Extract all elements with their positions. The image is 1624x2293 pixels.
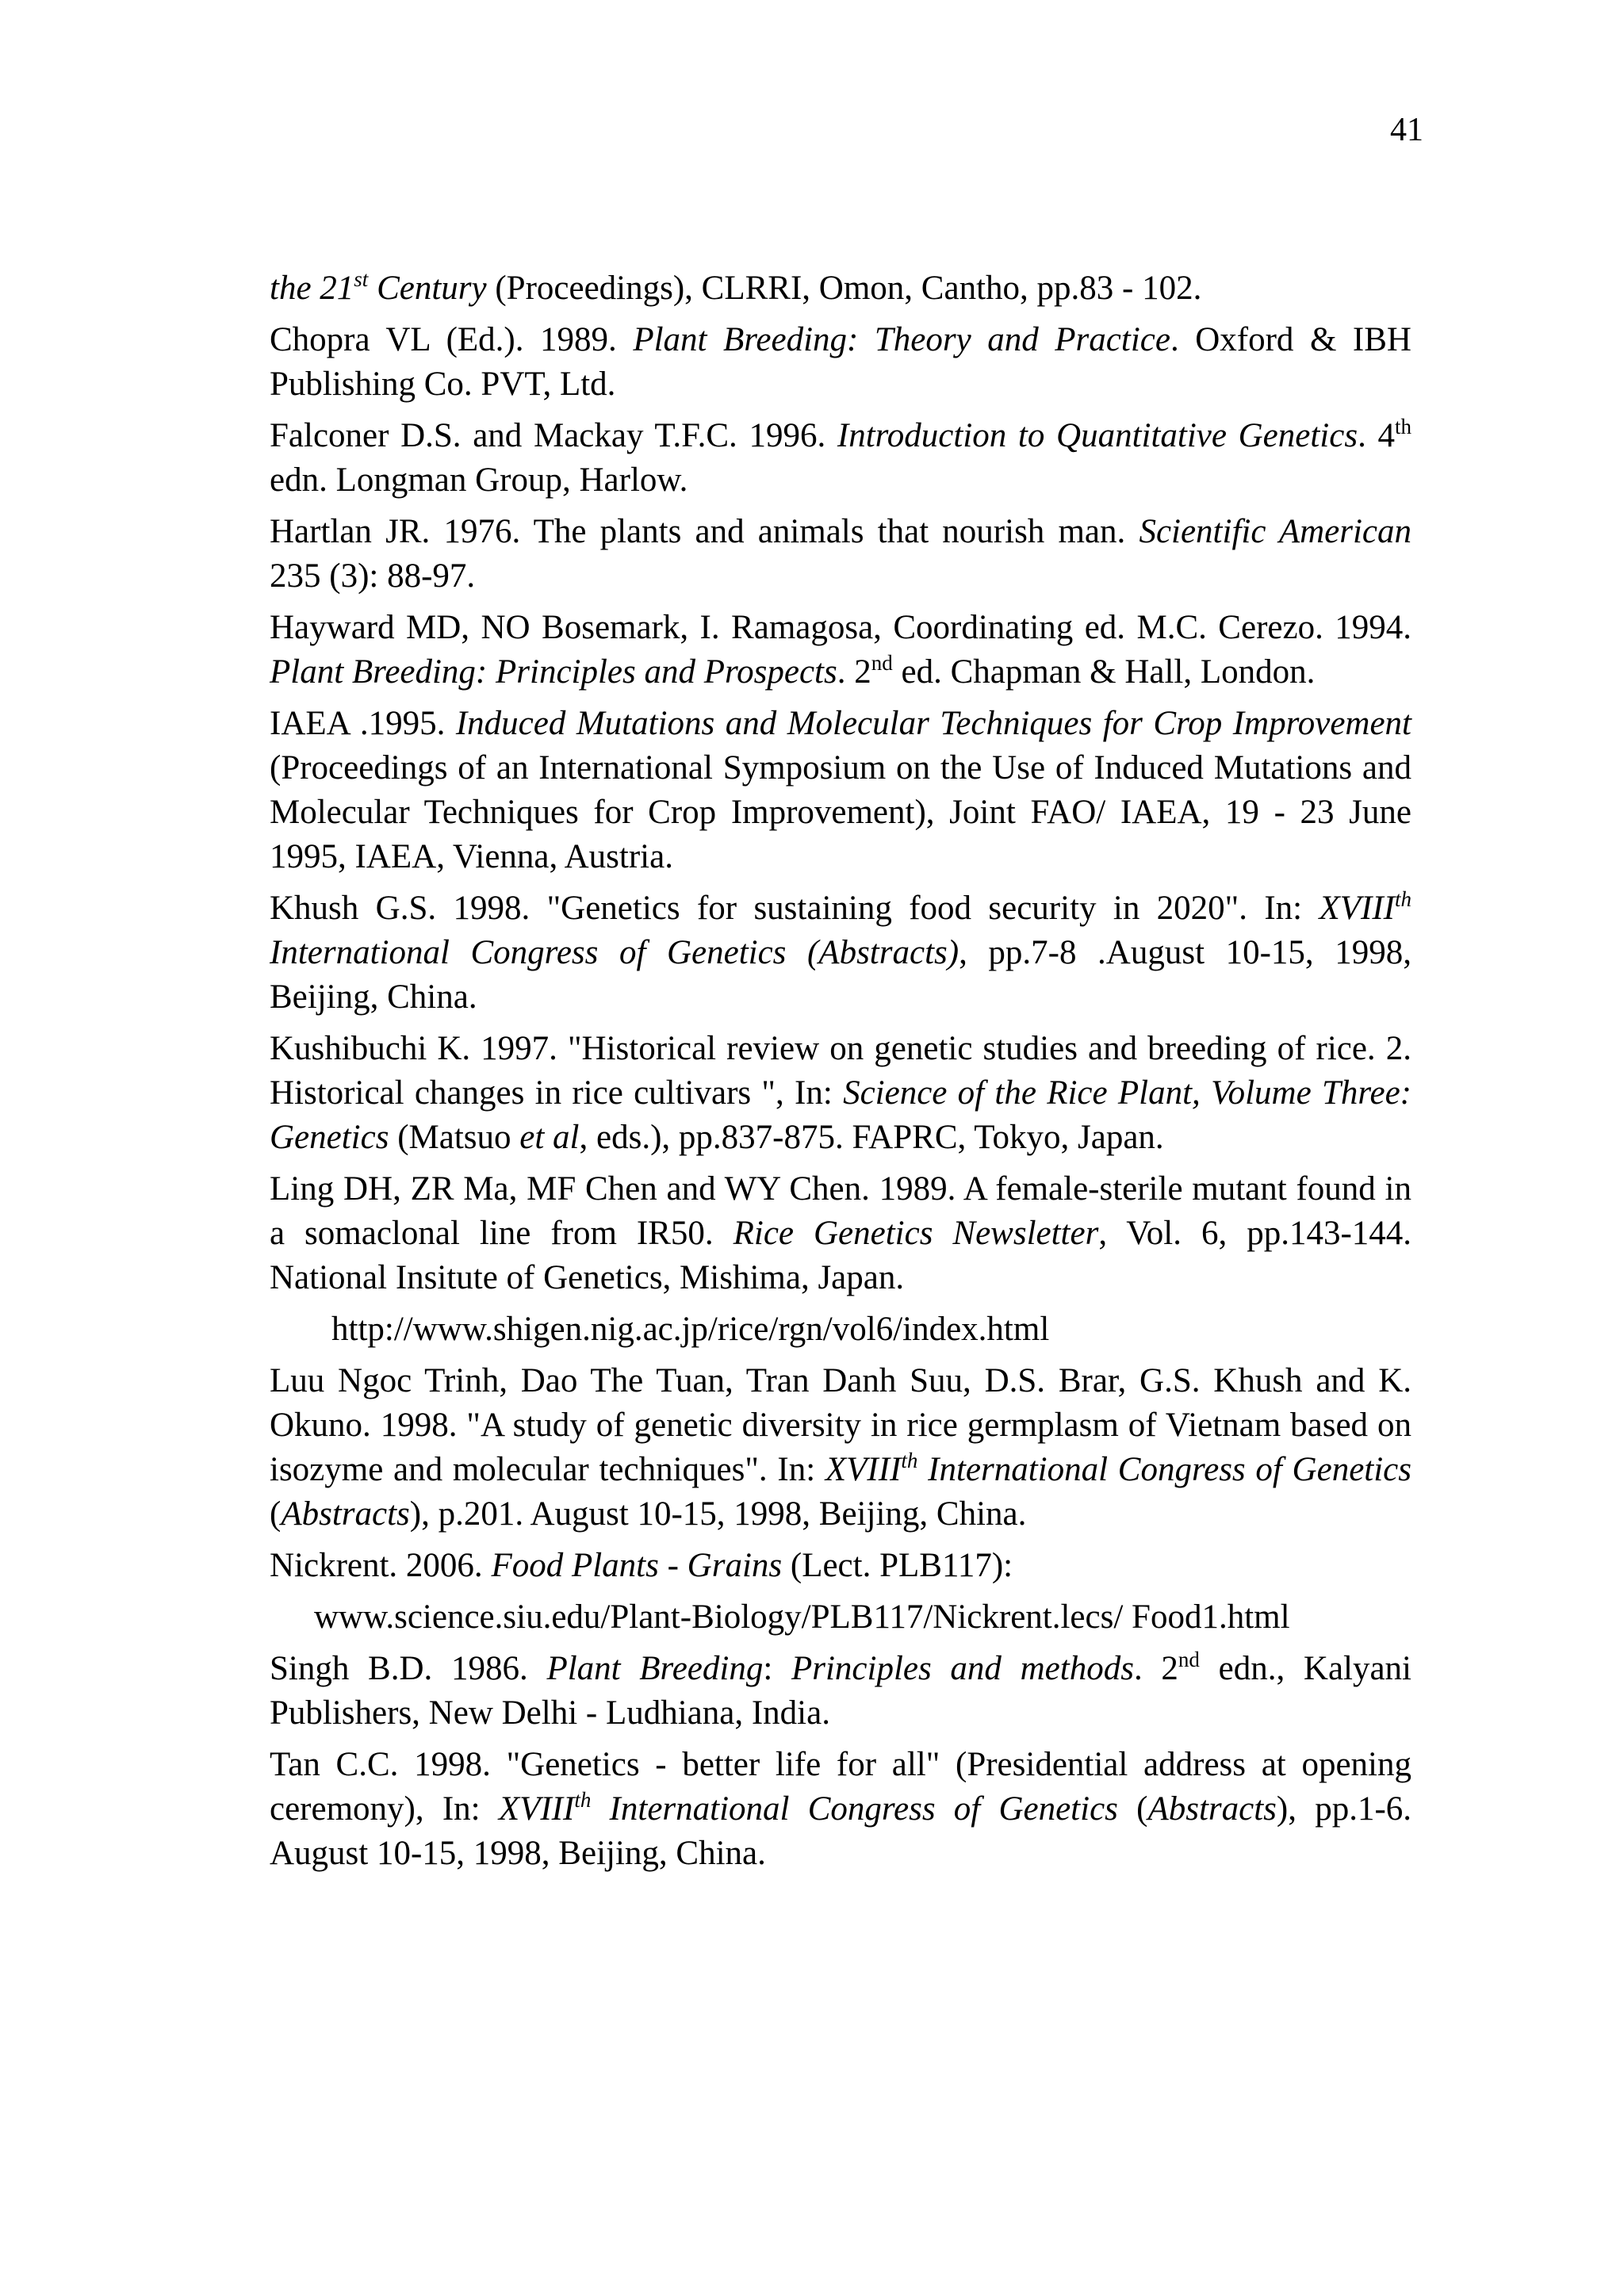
text-run: Chopra VL (Ed.). 1989. [270, 321, 634, 358]
reference-entry-cantho-proceedings [270, 266, 1411, 311]
ordinal-superscript: th [574, 1788, 592, 1812]
text-run: (Proceedings of an International Symposium on the Use of Induced Mutations and Molecular Techniques for Crop Improvement), Joint FAO/ IAEA, 19 - 23 June 1995, IAEA, Vienna, Austria. [270, 749, 1411, 875]
italic-text-run: Induced Mutations and Molecular Techniques for Crop Improvement [455, 705, 1411, 742]
italic-text-run: Introduction to Quantitative Genetics [837, 417, 1358, 454]
text-run: edn., Kalyani Publishers, New Delhi - Ludhiana, India. [270, 1650, 1412, 1732]
italic-text-run: XVIII [498, 1790, 575, 1828]
text-run: Singh B.D. 1986. [270, 1650, 547, 1687]
ordinal-superscript: nd [871, 651, 893, 675]
italic-text-run: XVIII [825, 1451, 902, 1488]
reference-entry-hartlan [270, 510, 1411, 599]
italic-text-run: Abstracts [281, 1495, 410, 1533]
reference-entry-ling [270, 1167, 1411, 1300]
text-run: Hayward MD, NO Bosemark, I. Ramagosa, Coordinating ed. M.C. Cerezo. 1994. [270, 609, 1411, 646]
reference-entry-khush [270, 886, 1411, 1020]
italic-text-run: Plant Breeding: Theory and Practice [633, 321, 1170, 358]
text-run: , Vol. 6, pp.143-144. National Insitute of Genetics, Mishima, Japan. [270, 1215, 1412, 1296]
italic-text-run: the 21 [270, 270, 354, 307]
reference-entry-singh [270, 1647, 1411, 1736]
text-run: Khush G.S. 1998. "Genetics for sustaining food security in 2020". In: [270, 890, 1320, 927]
text-run: (Matsuo [389, 1119, 520, 1156]
text-run: Nickrent. 2006. [270, 1547, 492, 1584]
text-run: ), pp.1-6. August 10-15, 1998, Beijing, China. [270, 1790, 1412, 1872]
text-run: 235 (3): 88-97. [270, 557, 476, 595]
reference-entry-chopra [270, 318, 1411, 407]
text-run: ( [270, 1495, 282, 1533]
italic-text-run: Principles and methods [791, 1650, 1134, 1687]
text-run: Kushibuchi K. 1997. "Historical review on genetic studies and breeding of rice. 2. Historical changes in rice cultivars ", In: [270, 1030, 1411, 1112]
reference-entry-luu-ngoc-trinh [270, 1359, 1411, 1537]
ordinal-superscript: th [901, 1449, 918, 1472]
italic-text-run: Abstracts [1147, 1790, 1277, 1828]
text-run: edn. Longman Group, Harlow. [270, 461, 688, 499]
text-run: . 4 [1358, 417, 1395, 454]
ordinal-superscript: th [1394, 415, 1411, 438]
italic-text-run: et al [519, 1119, 580, 1156]
text-run: Tan C.C. 1998. "Genetics - better life for all" (Presidential address at opening ceremony), In: [270, 1746, 1411, 1828]
text-run: ( [1117, 1790, 1148, 1828]
text-run: Luu Ngoc Trinh, Dao The Tuan, Tran Danh Suu, D.S. Brar, G.S. Khush and K. Okuno. 1998. "A study of genetic diversity in rice germplasm of Vietnam based on isozyme and molecular techniques". In: [270, 1362, 1411, 1488]
text-run: . Oxford & IBH Publishing Co. PVT, Ltd. [270, 321, 1411, 403]
italic-text-run: Plant Breeding [546, 1650, 764, 1687]
italic-text-run: International Congress of Genetics [591, 1790, 1118, 1828]
italic-text-run: Plant Breeding: Principles and Prospects [270, 653, 837, 691]
text-run: Falconer D.S. and Mackay T.F.C. 1996. [270, 417, 837, 454]
reference-entry-nickrent [270, 1544, 1411, 1588]
text-run: Ling DH, ZR Ma, MF Chen and WY Chen. 1989. A female-sterile mutant found in a somaclonal line from IR50. [270, 1170, 1411, 1252]
italic-text-run: Food Plants - Grains [491, 1547, 783, 1584]
reference-entry-kushibuchi [270, 1027, 1411, 1160]
text-run: www.science.siu.edu/Plant-Biology/PLB117/Nickrent.lecs/ Food1.html [314, 1598, 1290, 1636]
italic-text-run: International Congress of Genetics [917, 1451, 1411, 1488]
reference-entry-iaea [270, 702, 1411, 879]
reference-list [270, 266, 1411, 1883]
reference-entry-falconer [270, 414, 1411, 503]
italic-text-run: Rice Genetics Newsletter [733, 1215, 1099, 1252]
text-run: (Proceedings), CLRRI, Omon, Cantho, pp.83 - 102. [486, 270, 1202, 307]
text-run: http://www.shigen.nig.ac.jp/rice/rgn/vol6/index.html [331, 1311, 1050, 1348]
text-run: : [763, 1650, 791, 1687]
text-run: (Lect. PLB117): [782, 1547, 1013, 1584]
italic-text-run: XVIII [1319, 890, 1395, 927]
reference-entry-hayward [270, 606, 1411, 695]
text-run: ed. Chapman & Hall, London. [892, 653, 1316, 691]
text-run: . 2 [837, 653, 871, 691]
text-run: , eds.), pp.837-875. FAPRC, Tokyo, Japan. [579, 1119, 1164, 1156]
reference-entry-tan [270, 1743, 1411, 1876]
reference-url-shigen [270, 1307, 1411, 1352]
italic-text-run: Century [368, 270, 487, 307]
ordinal-superscript: st [354, 267, 369, 291]
italic-text-run: Science of the Rice Plant, Volume Three: Genetics [270, 1074, 1411, 1156]
page-number: 41 [1390, 112, 1423, 148]
ordinal-superscript: nd [1178, 1648, 1200, 1671]
italic-text-run: International Congress of Genetics (Abstracts) [270, 934, 959, 971]
reference-url-siu [270, 1595, 1411, 1640]
text-run: . 2 [1133, 1650, 1178, 1687]
text-run: Hartlan JR. 1976. The plants and animals that nourish man. [270, 513, 1139, 550]
text-run: IAEA .1995. [270, 705, 456, 742]
text-run: ), p.201. August 10-15, 1998, Beijing, China. [409, 1495, 1027, 1533]
ordinal-superscript: th [1394, 887, 1411, 911]
text-run: , pp.7-8 .August 10-15, 1998, Beijing, China. [270, 934, 1411, 1016]
italic-text-run: Scientific American [1139, 513, 1411, 550]
